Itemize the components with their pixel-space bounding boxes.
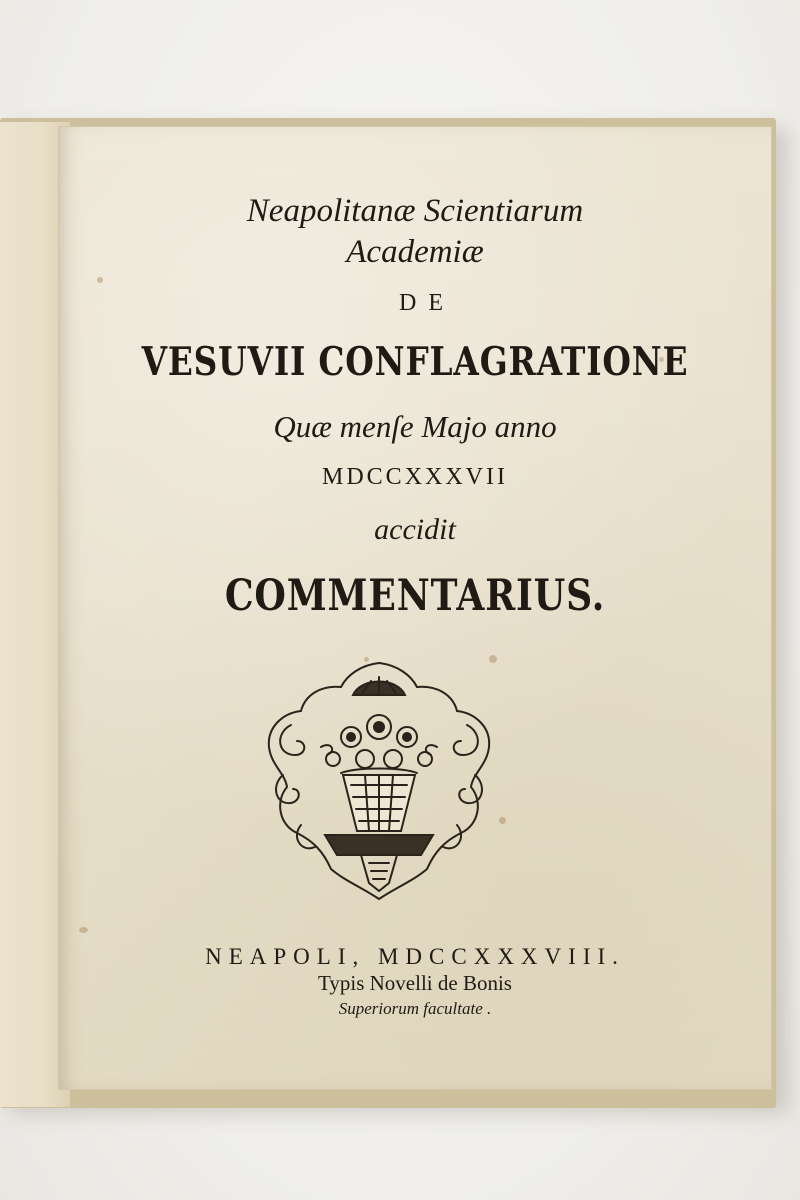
heading-academy-line2: Academiæ bbox=[346, 234, 484, 270]
title-main: VESUVII CONFLAGRATIONE bbox=[141, 339, 689, 385]
imprint-permission: Superiorum facultate . bbox=[338, 999, 492, 1018]
title-page bbox=[58, 126, 772, 1090]
imprint-place-year: NEAPOLI, MDCCXXXVIII. bbox=[205, 944, 625, 969]
subtitle-year: MDCCXXXVII bbox=[322, 464, 508, 490]
subtitle-line1: Quæ menſe Majo anno bbox=[273, 409, 557, 444]
heading-de: DE bbox=[399, 290, 455, 316]
foxing-spot bbox=[499, 817, 506, 824]
foxing-spot bbox=[79, 927, 88, 933]
subtitle-line3: accidit bbox=[374, 513, 456, 546]
imprint-printer: Typis Novelli de Bonis bbox=[318, 971, 512, 995]
foxing-spot bbox=[97, 277, 103, 283]
title-commentarius: COMMENTARIUS. bbox=[224, 571, 606, 621]
floral-cartouche-icon bbox=[261, 655, 497, 905]
heading-academy-line1: Neapolitanæ Scientiarum bbox=[246, 193, 584, 229]
